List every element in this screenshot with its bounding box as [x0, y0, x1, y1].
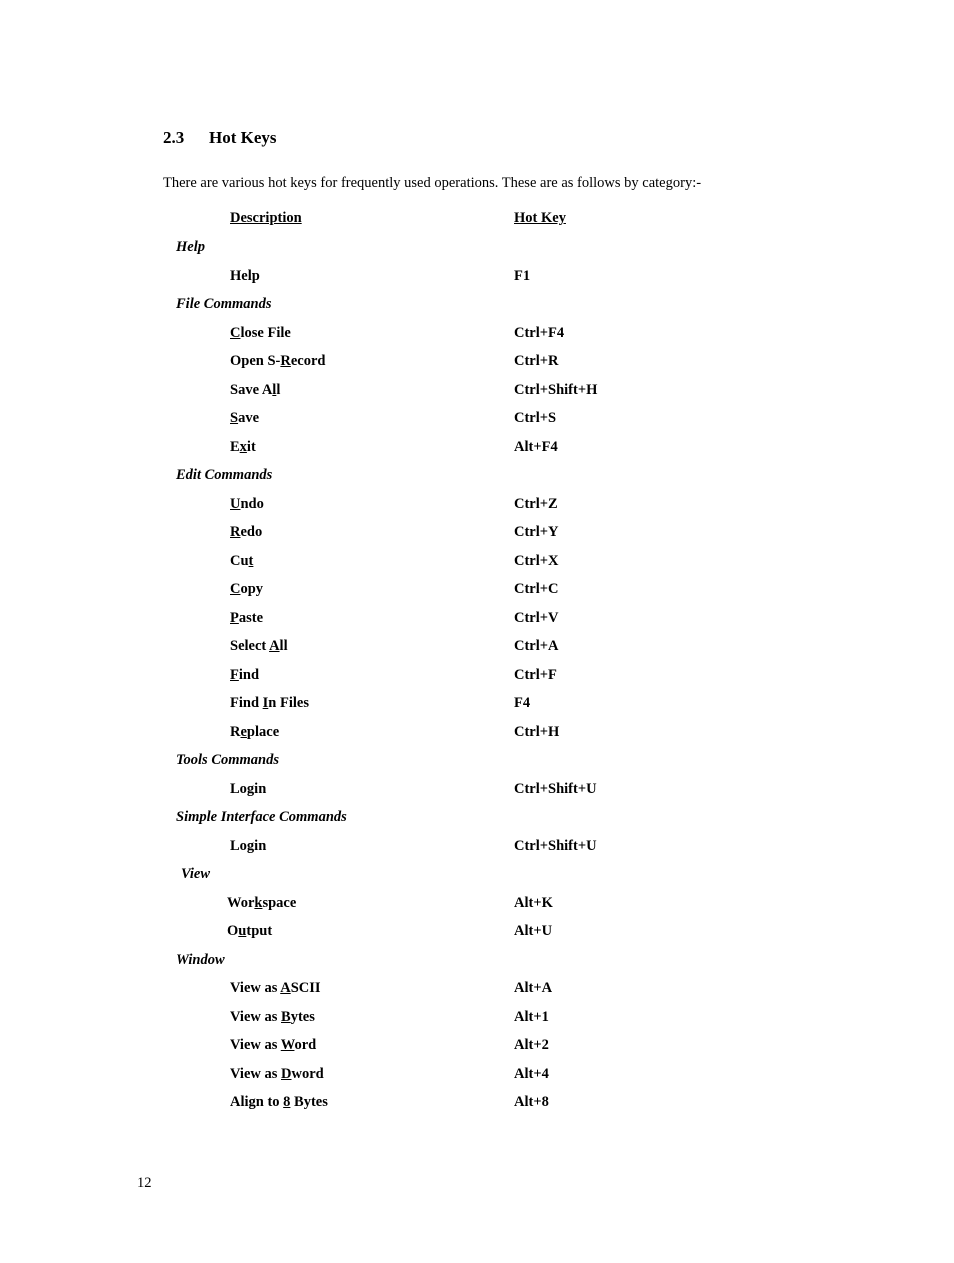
table-row — [0, 722, 954, 742]
table-row — [0, 351, 954, 371]
table-row — [0, 836, 954, 856]
category-label: View — [181, 866, 211, 882]
command-hotkey: Ctrl+H — [514, 723, 560, 740]
table-row — [0, 408, 954, 428]
command-description: Align to 8 Bytes — [230, 1094, 328, 1110]
section-number: 2.3 — [163, 128, 185, 147]
table-row — [0, 522, 954, 542]
table-row — [0, 636, 954, 656]
command-description: Close File — [230, 324, 291, 341]
command-hotkey: Ctrl+Shift+U — [514, 780, 597, 797]
table-row — [0, 266, 954, 286]
table-row — [0, 1007, 954, 1027]
category-label: Simple Interface Commands — [176, 809, 347, 825]
command-hotkey: Ctrl+Z — [514, 495, 558, 512]
command-hotkey: Ctrl+X — [514, 552, 559, 569]
category-row — [0, 237, 954, 257]
command-hotkey: Ctrl+Shift+U — [514, 837, 597, 854]
table-row — [0, 494, 954, 514]
column-header-hotkey: Hot Key — [514, 210, 566, 226]
command-hotkey: Alt+2 — [514, 1037, 549, 1053]
table-row — [0, 437, 954, 457]
category-row — [0, 465, 954, 485]
table-row — [0, 779, 954, 799]
category-label: File Commands — [176, 296, 272, 312]
command-description: Select All — [230, 638, 288, 654]
command-description: Save — [230, 410, 260, 426]
command-hotkey: Ctrl+C — [514, 581, 559, 597]
table-row — [0, 978, 954, 998]
category-label: Tools Commands — [176, 752, 280, 768]
command-description: Output — [227, 923, 273, 939]
command-description: View as ASCII — [230, 980, 321, 996]
table-row — [0, 693, 954, 713]
section-title: Hot Keys — [209, 128, 277, 147]
command-description: Redo — [230, 524, 263, 540]
command-hotkey: Ctrl+R — [514, 353, 559, 369]
table-row — [0, 551, 954, 571]
command-hotkey: F1 — [514, 267, 531, 284]
column-header-description: Description — [230, 210, 302, 226]
table-row — [0, 608, 954, 628]
command-hotkey: Ctrl+S — [514, 410, 557, 426]
command-hotkey: Alt+1 — [514, 1008, 549, 1025]
command-hotkey: Ctrl+A — [514, 638, 559, 654]
category-label: Help — [176, 239, 205, 255]
category-row — [0, 807, 954, 827]
command-description: Login — [230, 780, 267, 797]
command-description: Undo — [230, 495, 264, 512]
command-hotkey: Ctrl+Y — [514, 524, 559, 540]
table-row — [0, 579, 954, 599]
table-row — [0, 380, 954, 400]
command-hotkey: Ctrl+V — [514, 609, 559, 626]
command-hotkey: Ctrl+F — [514, 666, 557, 683]
category-row — [0, 950, 954, 970]
category-label: Window — [176, 951, 225, 968]
table-row — [0, 921, 954, 941]
command-description: Find — [230, 666, 260, 683]
table-row — [0, 1064, 954, 1084]
table-row — [0, 893, 954, 913]
command-description: Save All — [230, 381, 281, 398]
table-row — [0, 1035, 954, 1055]
command-hotkey: Alt+K — [514, 894, 553, 911]
category-row — [0, 750, 954, 770]
command-hotkey: Alt+F4 — [514, 438, 558, 455]
command-description: View as Dword — [230, 1065, 324, 1082]
command-hotkey: Ctrl+Shift+H — [514, 381, 598, 398]
command-hotkey: Ctrl+F4 — [514, 324, 565, 341]
command-description: View as Word — [230, 1037, 317, 1053]
command-description: Login — [230, 837, 267, 854]
command-description: Cut — [230, 552, 254, 569]
page-number: 12 — [137, 1175, 152, 1191]
command-description: Replace — [230, 723, 280, 740]
category-row — [0, 294, 954, 314]
category-label: Edit Commands — [176, 467, 273, 483]
command-hotkey: Alt+4 — [514, 1065, 549, 1082]
command-description: Exit — [230, 438, 256, 455]
command-description: Workspace — [227, 894, 297, 911]
command-description: Open S-Record — [230, 353, 326, 369]
command-hotkey: Alt+U — [514, 923, 553, 939]
command-description: Find In Files — [230, 695, 309, 711]
command-description: Copy — [230, 581, 264, 597]
category-row — [0, 864, 954, 884]
intro-paragraph: There are various hot keys for frequently used operations. These are as follows by category:- — [163, 175, 702, 191]
command-description: View as Bytes — [230, 1008, 315, 1025]
command-description: Help — [230, 267, 260, 284]
section-heading — [163, 128, 277, 148]
table-row — [0, 323, 954, 343]
command-hotkey: Alt+8 — [514, 1094, 549, 1110]
command-description: Paste — [230, 609, 264, 626]
table-header-row — [0, 208, 954, 228]
table-row — [0, 665, 954, 685]
command-hotkey: Alt+A — [514, 980, 553, 996]
table-row — [0, 1092, 954, 1112]
command-hotkey: F4 — [514, 695, 531, 711]
